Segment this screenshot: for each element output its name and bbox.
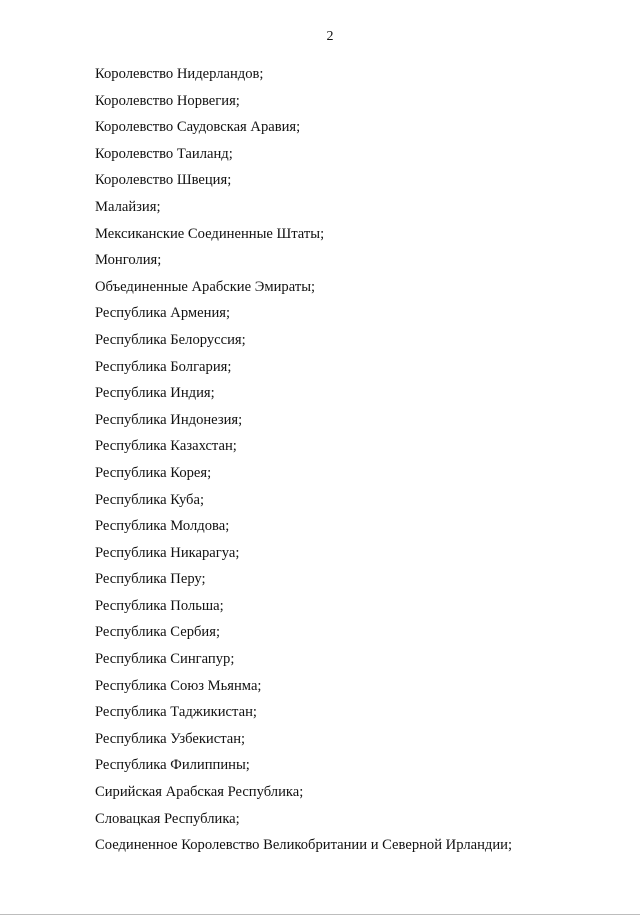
country-list-item: Монголия; [95,252,162,269]
country-list-item: Республика Сербия; [95,624,220,641]
page-number: 2 [326,29,334,44]
country-list-item: Республика Белоруссия; [95,331,246,348]
country-list [95,61,635,859]
country-list-item: Республика Казахстан; [95,438,237,455]
country-list-item: Республика Молдова; [95,518,230,535]
country-list-item: Королевство Норвегия; [95,92,240,109]
country-list-item: Соединенное Королевство Великобритании и Северной Ирландии; [95,837,512,854]
country-list-item: Республика Узбекистан; [95,730,246,747]
country-list-item: Республика Никарагуа; [95,544,240,561]
country-list-item: Королевство Швеция; [95,172,232,189]
country-list-item: Объединенные Арабские Эмираты; [95,278,316,295]
country-list-item: Королевство Таиланд; [95,145,233,162]
country-list-item: Республика Индонезия; [95,411,243,428]
country-list-item: Республика Союз Мьянма; [95,677,262,694]
scan-edge-line [0,914,640,915]
country-list-item: Республика Индия; [95,385,215,402]
country-list-item: Республика Польша; [95,597,224,614]
country-list-item: Республика Филиппины; [95,757,250,774]
country-list-item: Республика Армения; [95,305,231,322]
country-list-item: Королевство Саудовская Аравия; [95,119,301,136]
country-list-item: Малайзия; [95,198,161,215]
country-list-item: Республика Куба; [95,491,205,508]
country-list-item: Мексиканские Соединенные Штаты; [95,225,325,242]
country-list-item: Словацкая Республика; [95,810,240,827]
country-list-item: Сирийская Арабская Республика; [95,784,304,801]
country-list-item: Республика Перу; [95,571,206,588]
country-list-item: Республика Сингапур; [95,651,235,668]
country-list-item: Республика Таджикистан; [95,704,257,721]
country-list-item: Республика Корея; [95,464,212,481]
country-list-item: Республика Болгария; [95,358,232,375]
country-list-item: Королевство Нидерландов; [95,66,264,82]
